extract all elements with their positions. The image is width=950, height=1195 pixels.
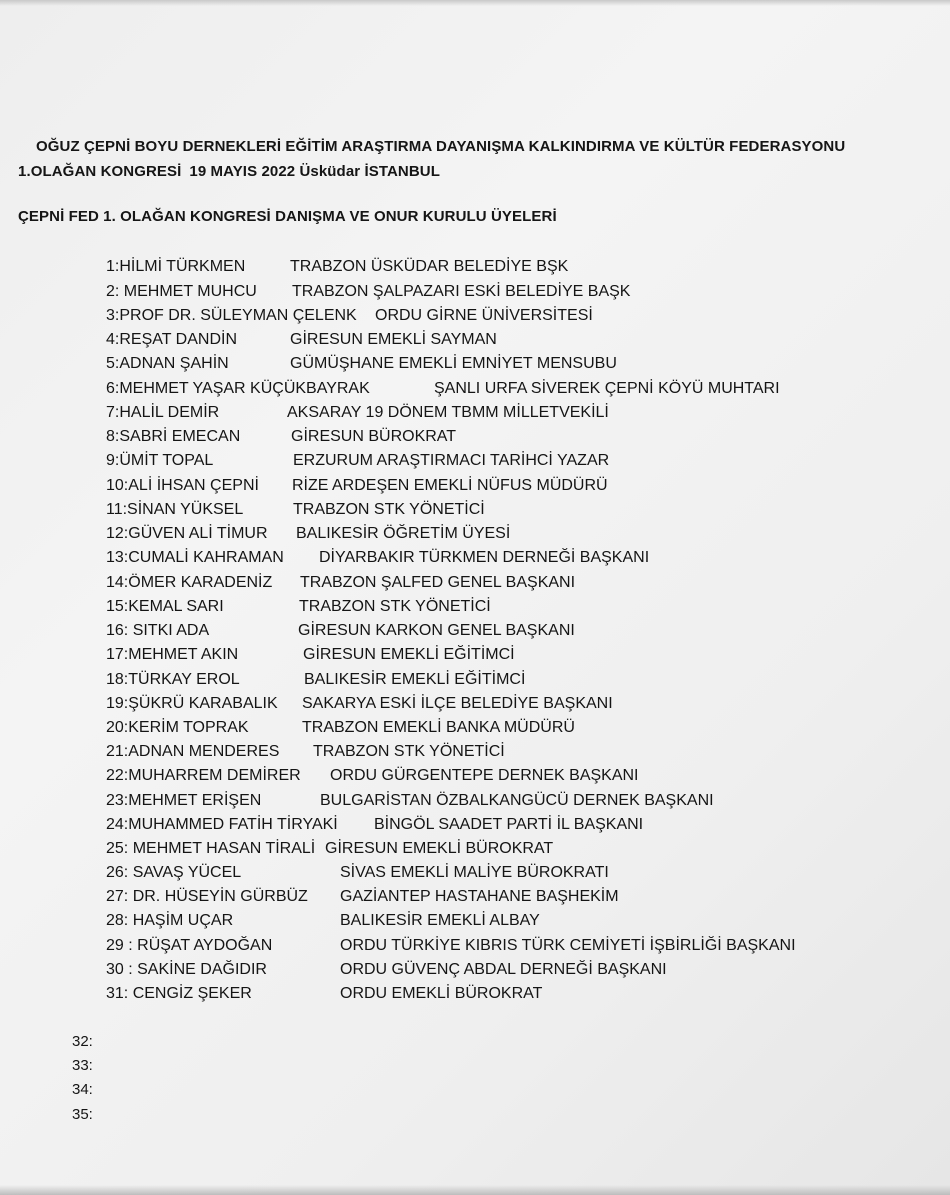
section-title: ÇEPNİ FED 1. OLAĞAN KONGRESİ DANIŞMA VE ONUR KURULU ÜYELERİ xyxy=(18,208,557,225)
member-info: AKSARAY 19 DÖNEM TBMM MİLLETVEKİLİ xyxy=(287,404,609,421)
member-info: ŞANLI URFA SİVEREK ÇEPNİ KÖYÜ MUHTARI xyxy=(434,380,780,397)
member-name: 11:SİNAN YÜKSEL xyxy=(106,501,244,518)
member-name: 30 : SAKİNE DAĞIDIR xyxy=(106,961,267,978)
member-name: 10:ALİ İHSAN ÇEPNİ xyxy=(106,477,259,494)
member-name: 1:HİLMİ TÜRKMEN xyxy=(106,258,246,275)
congress-line xyxy=(18,163,440,180)
member-info: ORDU EMEKLİ BÜROKRAT xyxy=(340,985,543,1002)
member-info: BALIKESİR EMEKLİ EĞİTİMCİ xyxy=(304,671,526,688)
empty-slot-number: 34: xyxy=(72,1081,93,1098)
member-info: GİRESUN EMEKLİ EĞİTİMCİ xyxy=(303,646,515,663)
member-name: 8:SABRİ EMECAN xyxy=(106,428,241,445)
empty-slot-number: 33: xyxy=(72,1057,93,1074)
member-info: TRABZON EMEKLİ BANKA MÜDÜRÜ xyxy=(302,719,575,736)
member-name: 27: DR. HÜSEYİN GÜRBÜZ xyxy=(106,888,308,905)
member-info: SİVAS EMEKLİ MALİYE BÜROKRATI xyxy=(340,864,609,881)
member-name: 22:MUHARREM DEMİRER xyxy=(106,767,301,784)
member-name: 28: HAŞİM UÇAR xyxy=(106,912,234,929)
congress-date-place: 19 MAYIS 2022 Üsküdar İSTANBUL xyxy=(189,163,440,180)
member-name: 21:ADNAN MENDERES xyxy=(106,743,280,760)
member-info: RİZE ARDEŞEN EMEKLİ NÜFUS MÜDÜRÜ xyxy=(292,477,608,494)
member-name: 23:MEHMET ERİŞEN xyxy=(106,792,262,809)
member-name: 3:PROF DR. SÜLEYMAN ÇELENK xyxy=(106,307,357,324)
member-name: 9:ÜMİT TOPAL xyxy=(106,452,214,469)
member-info: TRABZON ŞALPAZARI ESKİ BELEDİYE BAŞK xyxy=(292,283,631,300)
congress-event: 1.OLAĞAN KONGRESİ xyxy=(18,163,182,180)
member-name: 6:MEHMET YAŞAR KÜÇÜKBAYRAK xyxy=(106,380,370,397)
member-name: 16: SITKI ADA xyxy=(106,622,210,639)
member-name: 19:ŞÜKRÜ KARABALIK xyxy=(106,695,278,712)
member-info: ORDU GÜVENÇ ABDAL DERNEĞİ BAŞKANI xyxy=(340,961,667,978)
member-info: BALIKESİR ÖĞRETİM ÜYESİ xyxy=(296,525,511,542)
member-info: TRABZON STK YÖNETİCİ xyxy=(299,598,491,615)
member-info: TRABZON ÜSKÜDAR BELEDİYE BŞK xyxy=(290,258,569,275)
member-name: 15:KEMAL SARI xyxy=(106,598,224,615)
member-info: GİRESUN EMEKLİ BÜROKRAT xyxy=(325,840,554,857)
member-name: 2: MEHMET MUHCU xyxy=(106,283,257,300)
member-info: TRABZON ŞALFED GENEL BAŞKANI xyxy=(300,574,576,591)
member-info: SAKARYA ESKİ İLÇE BELEDİYE BAŞKANI xyxy=(302,695,613,712)
member-info: GÜMÜŞHANE EMEKLİ EMNİYET MENSUBU xyxy=(290,355,617,372)
paper-bottom-shadow xyxy=(0,1185,950,1195)
empty-slot-number: 35: xyxy=(72,1106,93,1123)
member-info: ORDU TÜRKİYE KIBRIS TÜRK CEMİYETİ İŞBİRLİĞİ BAŞKANI xyxy=(340,937,796,954)
member-info: ORDU GÜRGENTEPE DERNEK BAŞKANI xyxy=(330,767,639,784)
member-name: 20:KERİM TOPRAK xyxy=(106,719,249,736)
member-name: 5:ADNAN ŞAHİN xyxy=(106,355,229,372)
member-info: GAZİANTEP HASTAHANE BAŞHEKİM xyxy=(340,888,619,905)
member-name: 25: MEHMET HASAN TİRALİ xyxy=(106,840,316,857)
member-info: TRABZON STK YÖNETİCİ xyxy=(293,501,485,518)
paper-top-shadow xyxy=(0,0,950,6)
member-name: 14:ÖMER KARADENİZ xyxy=(106,574,273,591)
member-info: BİNGÖL SAADET PARTİ İL BAŞKANI xyxy=(374,816,644,833)
member-info: BULGARİSTAN ÖZBALKANGÜCÜ DERNEK BAŞKANI xyxy=(320,792,714,809)
member-name: 13:CUMALİ KAHRAMAN xyxy=(106,549,284,566)
empty-slot-number: 32: xyxy=(72,1033,93,1050)
member-info: GİRESUN BÜROKRAT xyxy=(291,428,457,445)
member-name: 29 : RÜŞAT AYDOĞAN xyxy=(106,937,273,954)
federation-title: OĞUZ ÇEPNİ BOYU DERNEKLERİ EĞİTİM ARAŞTIRMA DAYANIŞMA KALKINDIRMA VE KÜLTÜR FEDERASYONU xyxy=(36,138,846,155)
member-info: TRABZON STK YÖNETİCİ xyxy=(313,743,505,760)
member-info: GİRESUN KARKON GENEL BAŞKANI xyxy=(298,622,575,639)
member-name: 4:REŞAT DANDİN xyxy=(106,331,237,348)
member-name: 12:GÜVEN ALİ TİMUR xyxy=(106,525,268,542)
member-info: DİYARBAKIR TÜRKMEN DERNEĞİ BAŞKANI xyxy=(319,549,650,566)
member-name: 31: CENGİZ ŞEKER xyxy=(106,985,252,1002)
member-info: ERZURUM ARAŞTIRMACI TARİHCİ YAZAR xyxy=(293,452,610,469)
member-info: GİRESUN EMEKLİ SAYMAN xyxy=(290,331,497,348)
member-info: BALIKESİR EMEKLİ ALBAY xyxy=(340,912,540,929)
member-name: 17:MEHMET AKIN xyxy=(106,646,239,663)
member-name: 26: SAVAŞ YÜCEL xyxy=(106,864,242,881)
member-name: 24:MUHAMMED FATİH TİRYAKİ xyxy=(106,816,338,833)
member-info: ORDU GİRNE ÜNİVERSİTESİ xyxy=(375,307,593,324)
member-name: 18:TÜRKAY EROL xyxy=(106,671,240,688)
member-name: 7:HALİL DEMİR xyxy=(106,404,220,421)
